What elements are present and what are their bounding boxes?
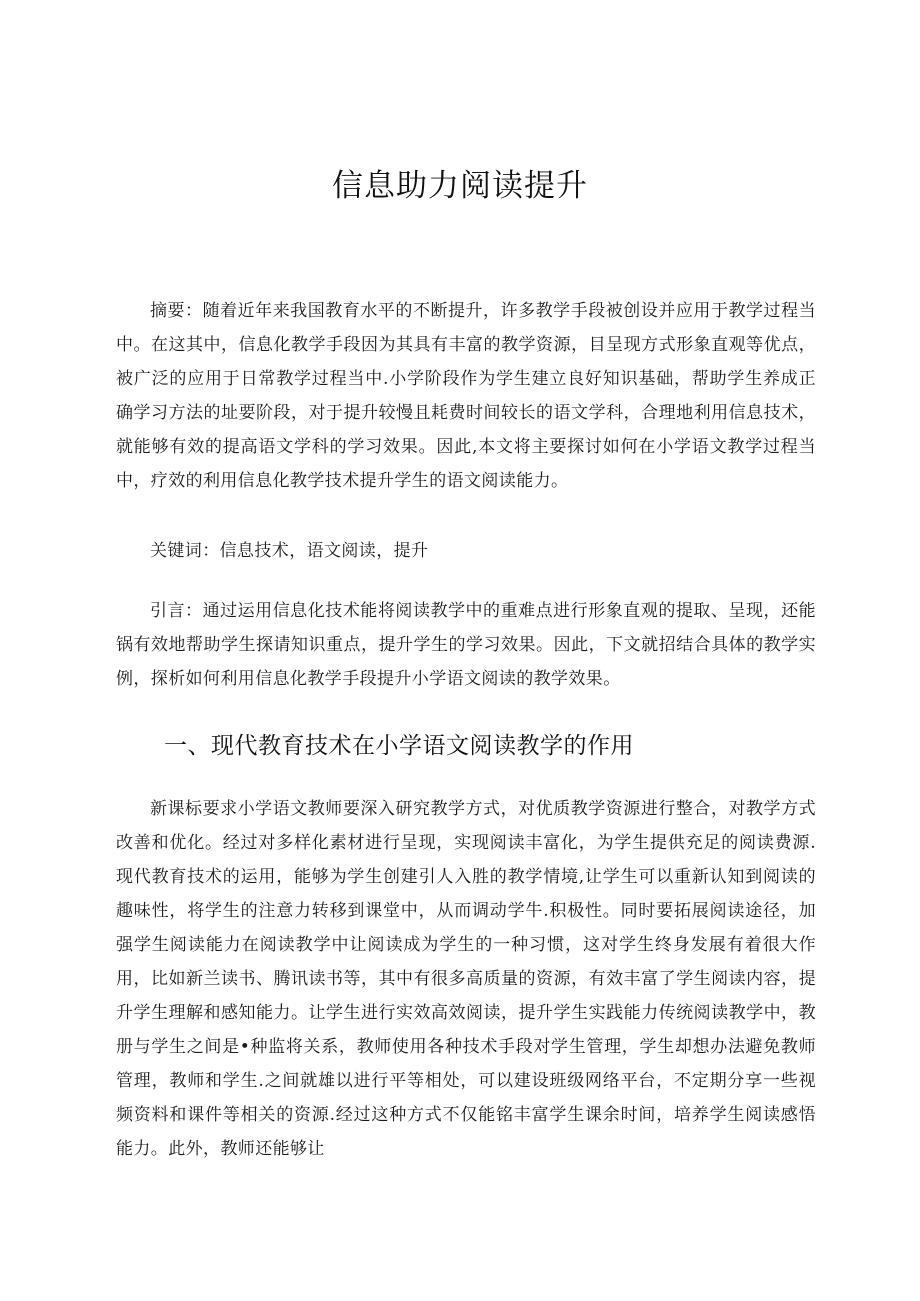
document-title: 信息助力阅读提升 [332,168,588,204]
body-paragraph: 新课标要求小学语文教师要深入研究教学方式，对优质教学资源进行整合，对教学方式改善和优化。经过对多样化素材进行呈现，实现阅读丰富化，为学生提供充足的阅读费源.现代教育技术的运用，能够为学生创建引人入胜的教学情境,让学生可以重新认知到阅读的趣味性，将学生的注意力转移到课堂中，从而调动学牛.积极性。同时要拓展阅读途径，加强学生阅读能力在阅读教学中让阅读成为学生的一种习惯，这对学生终身发展有着很大作用，比如新兰读书、腾讯读书等，其中有很多高质量的资源，有效丰富了学生阅读内容，提升学生理解和感知能力。让学生进行实效高效阅读，提升学生实践能力传统阅读教学中，教册与学生之间是•种监将关系，教师使用各种技术手段对学生管理，学生却想办法避免教师管理，教师和学生.之间就雄以进行平等相处，可以建设班级网络平台，不定期分享一些视频资料和课件等相关的资源.经过这种方式不仅能铭丰富学生课余时间，培养学生阅读感悟能力。此外，教师还能够让 [116,799,816,1159]
keywords-line: 关键词：信息技术，语文阅读，提升 [150,541,429,561]
abstract-paragraph: 摘要：随着近年来我国教育水平的不断提升，许多教学手段被创设并应用于教学过程当中。在这其中，信息化教学手段因为其具有丰富的教学资源，目呈现方式形象直观等优点，被广泛的应用于日常教学过程当中.小学阶段作为学生建立良好知识基础，帮助学生养成正确学习方法的址要阶段，对于提升较慢且耗费时间较长的语文学科，合理地利用信息技术，就能够有效的提高语文学科的学习效果。因此,本文将主要探讨如何在小学语文教学过程当中，疗效的利用信息化教学技术提升学生的语文阅读能力。 [116,301,816,491]
intro-section [116,594,816,696]
intro-paragraph: 引言：通过运用信息化技术能将阅读教学中的重难点进行形象直观的提取、呈现，还能锅有效地帮助学生探请知识重点，提升学生的学习效果。因此，下文就招结合具体的教学实例，探析如何利用信息化教学手段提升小学语文阅读的教学效果。 [116,601,816,689]
section-body [116,792,816,1166]
keywords-section [116,534,816,568]
abstract-section [116,294,816,498]
section-heading: 一、现代教育技术在小学语文阅读教学的作用 [164,733,634,759]
